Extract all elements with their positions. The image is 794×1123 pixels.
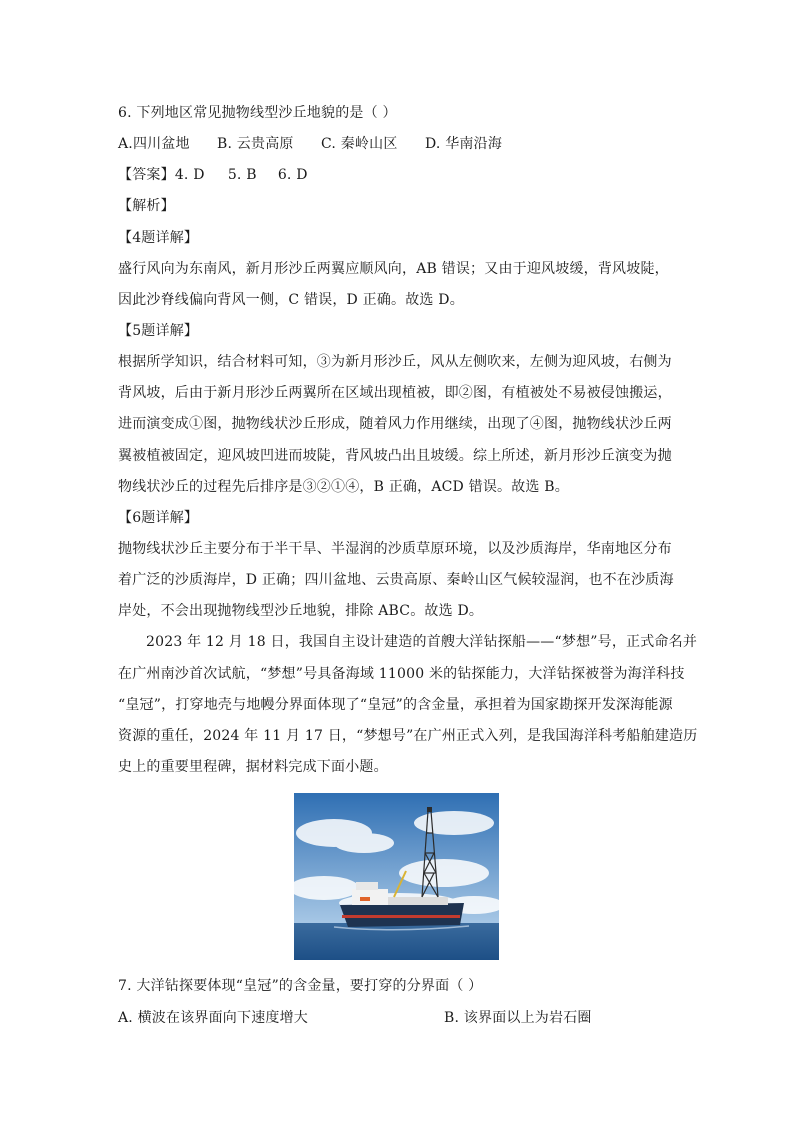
material-text-line: 资源的重任，2024 年 11 月 17 日，“梦想号”在广州正式入列，是我国海洋科考船舶建造历 (118, 728, 698, 744)
question-6-stem: 6. 下列地区常见抛物线型沙丘地貌的是（ ） (118, 105, 397, 121)
q5-text-line: 翼被植被固定，迎风坡凹进而坡陡，背风坡凸出且坡缓。综上所述，新月形沙丘演变为抛 (118, 448, 672, 464)
drilling-ship-photo (294, 793, 499, 960)
q5-text-line: 背风坡，后由于新月形沙丘两翼所在区域出现植被，即②图，有植被处不易被侵蚀搬运， (118, 385, 672, 401)
answer-item-5: 5. B (227, 167, 257, 183)
option-a: A.四川盆地 (118, 136, 190, 152)
q4-heading: 【4题详解】 (118, 230, 199, 246)
answer-line (118, 165, 308, 185)
q6-text-line: 抛物线状沙丘主要分布于半干旱、半湿润的沙质草原环境，以及沙质海岸，华南地区分布 (118, 541, 672, 557)
material-text-line: 2023 年 12 月 18 日，我国自主设计建造的首艘大洋钻探船——“梦想”号，正式命名并 (146, 634, 698, 650)
material-text-line: “皇冠”，打穿地壳与地幔分界面体现了“皇冠”的含金量，承担着为国家勘探开发深海能源 (118, 697, 673, 713)
material-text-line: 史上的重要里程碑，据材料完成下面小题。 (118, 759, 388, 775)
q5-text-line: 进而演变成①图，抛物线状沙丘形成，随着风力作用继续，出现了④图，抛物线状沙丘两 (118, 416, 672, 432)
q6-text-line: 岸处，不会出现抛物线型沙丘地貌，排除 ABC。故选 D。 (118, 603, 484, 619)
answer-item-4: 4. D (174, 167, 205, 183)
option-c: C. 秦岭山区 (321, 136, 398, 152)
q5-text-line: 物线状沙丘的过程先后排序是③②①④，B 正确，ACD 错误。故选 B。 (118, 479, 569, 495)
option-b: B. 云贵高原 (217, 136, 294, 152)
analysis-label: 【解析】 (118, 198, 175, 214)
option-d: D. 华南沿海 (425, 136, 503, 152)
material-text-line: 在广州南沙首次试航，“梦想”号具备海域 11000 米的钻探能力，大洋钻探被誉为海洋科技 (118, 666, 685, 682)
sea (294, 923, 499, 960)
q5-heading: 【5题详解】 (118, 323, 199, 339)
question-7-option-b: B. 该界面以上为岩石圈 (444, 1010, 592, 1026)
q6-text-line: 着广泛的沙质海岸，D 正确；四川盆地、云贵高原、秦岭山区气候较湿润，也不在沙质海 (118, 572, 674, 588)
question-7-option-a: A. 横波在该界面向下速度增大 (118, 1010, 309, 1026)
q6-heading: 【6题详解】 (118, 510, 199, 526)
q5-text-line: 根据所学知识，结合材料可知，③为新月形沙丘，风从左侧吹来，左侧为迎风坡，右侧为 (118, 354, 672, 370)
question-7-stem: 7. 大洋钻探要体现“皇冠”的含金量，要打穿的分界面（ ） (118, 978, 483, 994)
q4-text-line: 盛行风向为东南风，新月形沙丘两翼应顺风向，AB 错误；又由于迎风坡缓，背风坡陡， (118, 261, 669, 277)
question-6-options (118, 134, 502, 154)
answer-item-6: 6. D (277, 167, 308, 183)
q4-text-line: 因此沙脊线偏向背风一侧，C 错误，D 正确。故选 D。 (118, 292, 464, 308)
answer-label: 【答案】 (118, 167, 175, 183)
